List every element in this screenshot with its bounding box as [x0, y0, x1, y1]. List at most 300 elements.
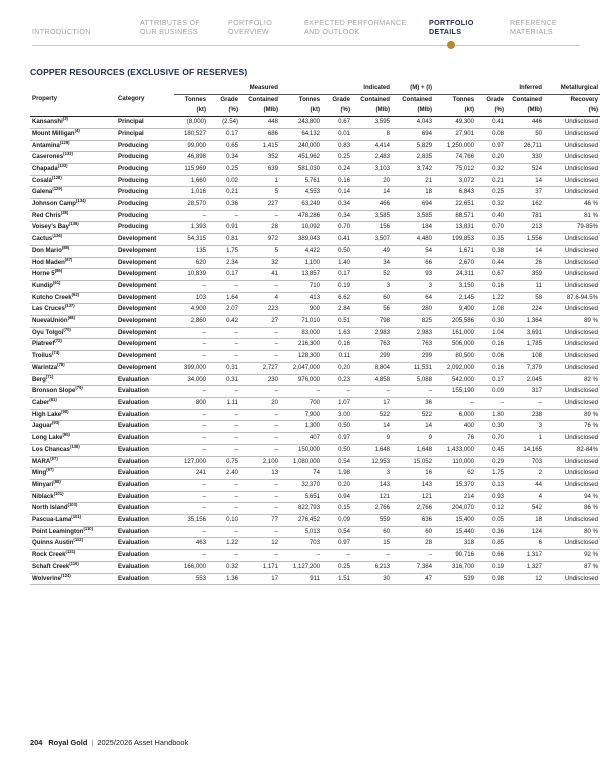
table-cell: 27	[240, 316, 280, 328]
table-cell: 0.02	[208, 175, 240, 187]
table-cell: 223	[240, 304, 280, 316]
footer-separator: |	[91, 738, 94, 747]
nav-item-and-outlook[interactable]	[304, 18, 407, 36]
table-cell: 15,370	[434, 479, 476, 491]
table-cell: 0.91	[208, 222, 240, 234]
table-cell: Undisclosed	[544, 175, 600, 187]
table-cell: 227	[240, 199, 280, 211]
table-cell: 4,900	[174, 304, 208, 316]
table-cell: –	[208, 479, 240, 491]
group-inferred: Inferred	[434, 83, 544, 94]
table-cell: 0.38	[476, 245, 506, 257]
table-cell: –	[280, 386, 322, 398]
property-name	[30, 362, 116, 374]
table-cell: 2,860	[174, 316, 208, 328]
table-cell: (8,000)	[174, 117, 208, 129]
footnote-ref: (101)	[53, 491, 64, 496]
table-cell: 34	[352, 257, 392, 269]
table-cell: 825	[392, 316, 434, 328]
table-cell: 108	[506, 351, 544, 363]
table-cell: 26,711	[506, 140, 544, 152]
category-cell: Development	[116, 339, 174, 351]
table-row	[30, 245, 600, 257]
table-cell: 143	[392, 479, 434, 491]
column-header: Property	[32, 95, 58, 103]
table-cell: 3,072	[434, 175, 476, 187]
table-cell: 0.30	[476, 316, 506, 328]
table-cell: 3,585	[392, 210, 434, 222]
table-cell: 32	[240, 257, 280, 269]
table-cell: 20	[240, 397, 280, 409]
property-label: NuevaUnión	[32, 317, 68, 325]
table-cell: 0.70	[476, 433, 506, 445]
table-cell: 0.94	[322, 491, 352, 503]
table-cell: 299	[392, 351, 434, 363]
table-cell: 4,480	[392, 234, 434, 246]
property-label: North Island	[32, 504, 68, 512]
table-cell: 5,651	[280, 491, 322, 503]
table-cell: 15	[352, 538, 392, 550]
table-cell: 911	[280, 573, 322, 585]
property-name	[30, 222, 116, 234]
table-cell: 317	[506, 386, 544, 398]
category-cell: Evaluation	[116, 468, 174, 480]
table-cell: –	[240, 210, 280, 222]
property-label: Oyu Tolgoi	[32, 328, 64, 336]
table-cell: 80 %	[544, 526, 600, 538]
table-cell: 3	[352, 468, 392, 480]
table-cell: 0.34	[322, 210, 352, 222]
table-cell: 0.20	[322, 362, 352, 374]
table-cell: 180,527	[174, 128, 208, 140]
footnote-ref: (87)	[64, 257, 73, 262]
table-cell: 522	[352, 409, 392, 421]
table-cell: 1,393	[174, 222, 208, 234]
table-cell: 763	[392, 339, 434, 351]
table-cell: 0.16	[476, 339, 506, 351]
table-cell: 1,300	[280, 421, 322, 433]
property-name	[30, 456, 116, 468]
table-cell: 37	[506, 187, 544, 199]
table-cell: 1.75	[476, 468, 506, 480]
table-row	[30, 327, 600, 339]
table-cell: 0.32	[476, 163, 506, 175]
table-cell: Undisclosed	[544, 128, 600, 140]
table-cell: 89 %	[544, 316, 600, 328]
table-cell: 41	[240, 269, 280, 281]
table-cell: 1.22	[208, 538, 240, 550]
property-name	[30, 292, 116, 304]
table-cell: 1,317	[506, 550, 544, 562]
category-cell: Producing	[116, 175, 174, 187]
table-cell: 0.97	[322, 433, 352, 445]
table-cell: 14	[352, 187, 392, 199]
table-cell: –	[240, 421, 280, 433]
category-cell: Evaluation	[116, 515, 174, 527]
column-header: Recovery	[570, 95, 599, 103]
footnote-ref: (134)	[76, 198, 86, 204]
table-row	[30, 210, 600, 222]
table-cell: 0.25	[322, 561, 352, 573]
table-cell: 161,000	[434, 327, 476, 339]
table-cell: 28,570	[174, 199, 208, 211]
table-cell: –	[506, 397, 544, 409]
table-cell: 79-85%	[544, 222, 600, 234]
table-row	[30, 362, 600, 374]
table-cell: 446	[506, 117, 544, 129]
property-label: Minyari	[32, 480, 54, 488]
table-cell: –	[434, 397, 476, 409]
table-cell: 316,700	[434, 561, 476, 573]
table-cell: 155,190	[434, 386, 476, 398]
table-cell: –	[208, 421, 240, 433]
table-cell: 4	[506, 491, 544, 503]
table-cell: 62	[434, 468, 476, 480]
table-cell: 9,400	[434, 304, 476, 316]
table-cell: –	[240, 491, 280, 503]
table-cell: 800	[174, 397, 208, 409]
table-cell: 2,670	[434, 257, 476, 269]
nav-item-overview[interactable]	[228, 18, 272, 36]
table-cell: 413	[280, 292, 322, 304]
table-cell: Undisclosed	[544, 479, 600, 491]
table-cell: 54	[392, 245, 434, 257]
property-name	[30, 397, 116, 409]
table-cell: Undisclosed	[544, 386, 600, 398]
table-cell: 0.81	[208, 234, 240, 246]
table-cell: 686	[240, 128, 280, 140]
table-row	[30, 409, 600, 421]
table-cell: 81 %	[544, 210, 600, 222]
property-label: Troilus	[32, 352, 52, 360]
footnote-ref: (38)	[60, 210, 69, 215]
category-cell: Evaluation	[116, 503, 174, 515]
table-cell: 8,804	[352, 362, 392, 374]
table-cell: 14	[392, 421, 434, 433]
table-cell: 524	[506, 163, 544, 175]
table-cell: 20	[352, 175, 392, 187]
table-cell: 199,853	[434, 234, 476, 246]
table-cell: 32,370	[280, 479, 322, 491]
table-cell: 0.21	[476, 175, 506, 187]
table-cell: 1	[240, 175, 280, 187]
table-cell: –	[476, 397, 506, 409]
table-cell: 243,800	[280, 117, 322, 129]
table-row	[30, 175, 600, 187]
table-cell: Undisclosed	[544, 339, 600, 351]
unit-header: (%)	[544, 105, 600, 116]
property-name	[30, 409, 116, 421]
property-name	[30, 187, 116, 199]
unit-header	[30, 105, 116, 116]
table-cell: 280	[392, 304, 434, 316]
table-cell: 0.34	[322, 199, 352, 211]
category-cell: Development	[116, 362, 174, 374]
footnote-ref: (74)	[51, 350, 60, 356]
table-cell: 0.45	[476, 444, 506, 456]
table-cell: 6,843	[434, 187, 476, 199]
table-cell: 822,793	[280, 503, 322, 515]
nav-item-details[interactable]	[429, 18, 474, 36]
table-cell: 2,145	[434, 292, 476, 304]
category-cell: Evaluation	[116, 491, 174, 503]
table-cell: 52	[352, 269, 392, 281]
nav-item-our-business[interactable]	[140, 18, 200, 36]
table-cell: 46,898	[174, 152, 208, 164]
table-cell: –	[174, 386, 208, 398]
table-cell: 83,000	[280, 327, 322, 339]
table-cell: 17	[352, 397, 392, 409]
property-name	[30, 374, 116, 386]
nav-item-line1: PORTFOLIO	[429, 18, 474, 27]
table-cell: –	[174, 550, 208, 562]
table-cell: 2,045	[506, 374, 544, 386]
table-cell: 0.83	[322, 140, 352, 152]
table-cell: –	[240, 479, 280, 491]
table-cell: 276,452	[280, 515, 322, 527]
table-cell: 0.85	[476, 538, 506, 550]
table-cell: 2,092,000	[434, 362, 476, 374]
table-cell: 18	[392, 187, 434, 199]
table-cell: 0.13	[476, 479, 506, 491]
category-cell: Development	[116, 257, 174, 269]
table-cell: 700	[280, 397, 322, 409]
table-cell: 0.66	[476, 550, 506, 562]
table-cell: Undisclosed	[544, 538, 600, 550]
property-label: Voisey's Bay	[32, 223, 69, 231]
table-cell: 0.67	[322, 117, 352, 129]
table-cell: 77	[240, 515, 280, 527]
table-cell: 1,250,000	[434, 140, 476, 152]
table-cell: –	[208, 433, 240, 445]
property-label: Cosalá	[32, 176, 52, 184]
table-cell: 47	[392, 573, 434, 585]
nav-current-marker	[447, 41, 455, 49]
unit-header: (Mlb)	[392, 105, 434, 116]
table-cell: 56	[352, 304, 392, 316]
footnote-ref: (86)	[54, 268, 63, 274]
nav-item-line2: DETAILS	[429, 27, 462, 36]
table-cell: 3	[392, 280, 434, 292]
property-name	[30, 117, 116, 129]
table-cell: 2,766	[352, 503, 392, 515]
column-header: Contained	[360, 95, 391, 103]
table-cell: –	[174, 409, 208, 421]
table-cell: 71,010	[280, 316, 322, 328]
table-cell: 3,742	[392, 163, 434, 175]
table-cell: 1.80	[476, 409, 506, 421]
table-cell: 6.62	[322, 292, 352, 304]
table-cell: 35,156	[174, 515, 208, 527]
property-name	[30, 479, 116, 491]
property-label: Kansanshi	[32, 118, 63, 126]
table-row	[30, 316, 600, 328]
footnote-ref: (95)	[62, 432, 70, 438]
table-cell: 2,983	[352, 327, 392, 339]
table-cell: 1,648	[392, 444, 434, 456]
table-cell: 0.25	[322, 152, 352, 164]
table-cell: 5	[240, 245, 280, 257]
table-cell: 143	[352, 479, 392, 491]
table-cell: 103	[174, 292, 208, 304]
property-name	[30, 245, 116, 257]
table-cell: 54,315	[174, 234, 208, 246]
property-label: Caber	[32, 398, 50, 406]
table-cell: 80,500	[434, 351, 476, 363]
footnote-ref: (79)	[75, 385, 83, 391]
nav-item-line2: OUR BUSINESS	[140, 27, 198, 36]
page-number: 204	[30, 738, 43, 747]
property-name	[30, 210, 116, 222]
table-cell: 28	[392, 538, 434, 550]
nav-item-introduction[interactable]	[32, 18, 91, 36]
table-cell: 49,300	[434, 117, 476, 129]
table-row	[30, 187, 600, 199]
table-cell: 63,249	[280, 199, 322, 211]
property-label: MARA	[32, 457, 51, 465]
table-cell: –	[240, 444, 280, 456]
table-cell: 1.40	[322, 257, 352, 269]
category-cell: Development	[116, 351, 174, 363]
footnote-ref: (93)	[51, 420, 60, 426]
unit-header: (%)	[322, 105, 352, 116]
table-cell: 553	[174, 573, 208, 585]
table-cell: 972	[240, 234, 280, 246]
table-cell: –	[208, 409, 240, 421]
table-cell: Undisclosed	[544, 257, 600, 269]
property-label: Los Chancas	[32, 445, 70, 453]
table-cell: 82-84%	[544, 444, 600, 456]
table-row	[30, 163, 600, 175]
table-cell: 13	[240, 468, 280, 480]
footnote-ref: (90)	[61, 409, 69, 414]
footnote-ref: (136)	[68, 221, 79, 227]
table-cell: 0.40	[476, 210, 506, 222]
table-cell: Undisclosed	[544, 140, 600, 152]
table-cell: 241	[174, 468, 208, 480]
category-cell: Development	[116, 234, 174, 246]
property-label: Niblack	[32, 492, 54, 500]
table-cell: 1	[506, 433, 544, 445]
table-cell: 0.14	[322, 187, 352, 199]
table-row	[30, 117, 600, 129]
table-row	[30, 386, 600, 398]
table-cell: 0.19	[476, 561, 506, 573]
table-cell: 75,012	[434, 163, 476, 175]
property-name	[30, 503, 116, 515]
table-cell: 1,660	[174, 175, 208, 187]
property-label: Schaft Creek	[32, 562, 70, 570]
top-navigation	[32, 14, 580, 54]
property-label: Warintza	[32, 363, 58, 371]
table-cell: 5	[240, 187, 280, 199]
table-cell: (2.54)	[208, 117, 240, 129]
table-row	[30, 479, 600, 491]
table-cell: 0.31	[208, 374, 240, 386]
column-header: Tonnes	[298, 95, 321, 103]
table-cell: 3,691	[506, 327, 544, 339]
table-cell: 21	[392, 175, 434, 187]
table-cell: 2,047,000	[280, 362, 322, 374]
property-label: Point Leamington	[32, 527, 84, 535]
table-cell: 1,364	[506, 316, 544, 328]
table-cell: 156	[352, 222, 392, 234]
table-cell: 1.63	[322, 327, 352, 339]
table-cell: 542	[506, 503, 544, 515]
category-cell: Producing	[116, 187, 174, 199]
table-cell: –	[322, 386, 352, 398]
table-cell: 9	[392, 433, 434, 445]
table-cell: 184	[392, 222, 434, 234]
table-cell: 407	[280, 433, 322, 445]
table-cell: 1.51	[322, 573, 352, 585]
table-cell: 0.23	[322, 374, 352, 386]
table-cell: Undisclosed	[544, 456, 600, 468]
footnote-ref: (110)	[83, 526, 94, 531]
table-cell: 60	[352, 526, 392, 538]
table-cell: –	[208, 280, 240, 292]
unit-header	[116, 105, 174, 116]
footnote-ref: (131)	[65, 549, 76, 555]
table-cell: 1.11	[208, 397, 240, 409]
nav-item-materials[interactable]	[510, 18, 557, 36]
property-name	[30, 386, 116, 398]
table-cell: 3,585	[352, 210, 392, 222]
table-cell: –	[240, 409, 280, 421]
table-cell: –	[352, 550, 392, 562]
table-cell: 82 %	[544, 374, 600, 386]
footnote-ref: (88)	[61, 245, 70, 250]
table-row	[30, 234, 600, 246]
table-cell: 763	[352, 339, 392, 351]
property-label: Rock Creek	[32, 551, 66, 559]
table-cell: 2.40	[208, 468, 240, 480]
table-cell: 2,983	[392, 327, 434, 339]
group-indicated: Indicated	[280, 83, 392, 94]
table-cell: 89 %	[544, 409, 600, 421]
table-cell: –	[208, 210, 240, 222]
table-cell: Undisclosed	[544, 573, 600, 585]
table-cell: 4,553	[280, 187, 322, 199]
table-cell: 0.24	[322, 163, 352, 175]
nav-item-line2: AND OUTLOOK	[304, 27, 360, 36]
table-cell: 1.08	[476, 304, 506, 316]
category-cell: Producing	[116, 163, 174, 175]
table-cell: 0.12	[476, 503, 506, 515]
nav-item-line2: INTRODUCTION	[32, 27, 91, 36]
copper-resources-table	[30, 83, 600, 585]
category-cell: Development	[116, 292, 174, 304]
table-cell: 1,327	[506, 561, 544, 573]
table-row	[30, 257, 600, 269]
table-cell: 2.84	[322, 304, 352, 316]
column-header: Category	[118, 95, 145, 103]
table-cell: 15,440	[434, 526, 476, 538]
table-cell: 1.22	[476, 292, 506, 304]
table-cell: 5,013	[280, 526, 322, 538]
property-name	[30, 175, 116, 187]
table-cell: 0.01	[322, 128, 352, 140]
footer-brand: Royal Gold	[48, 738, 88, 747]
property-name	[30, 538, 116, 550]
category-cell: Evaluation	[116, 561, 174, 573]
table-cell: 4	[240, 292, 280, 304]
table-cell: 0.65	[208, 140, 240, 152]
table-cell: 0.09	[322, 515, 352, 527]
table-cell: 17	[240, 573, 280, 585]
category-cell: Evaluation	[116, 526, 174, 538]
table-cell: –	[174, 526, 208, 538]
